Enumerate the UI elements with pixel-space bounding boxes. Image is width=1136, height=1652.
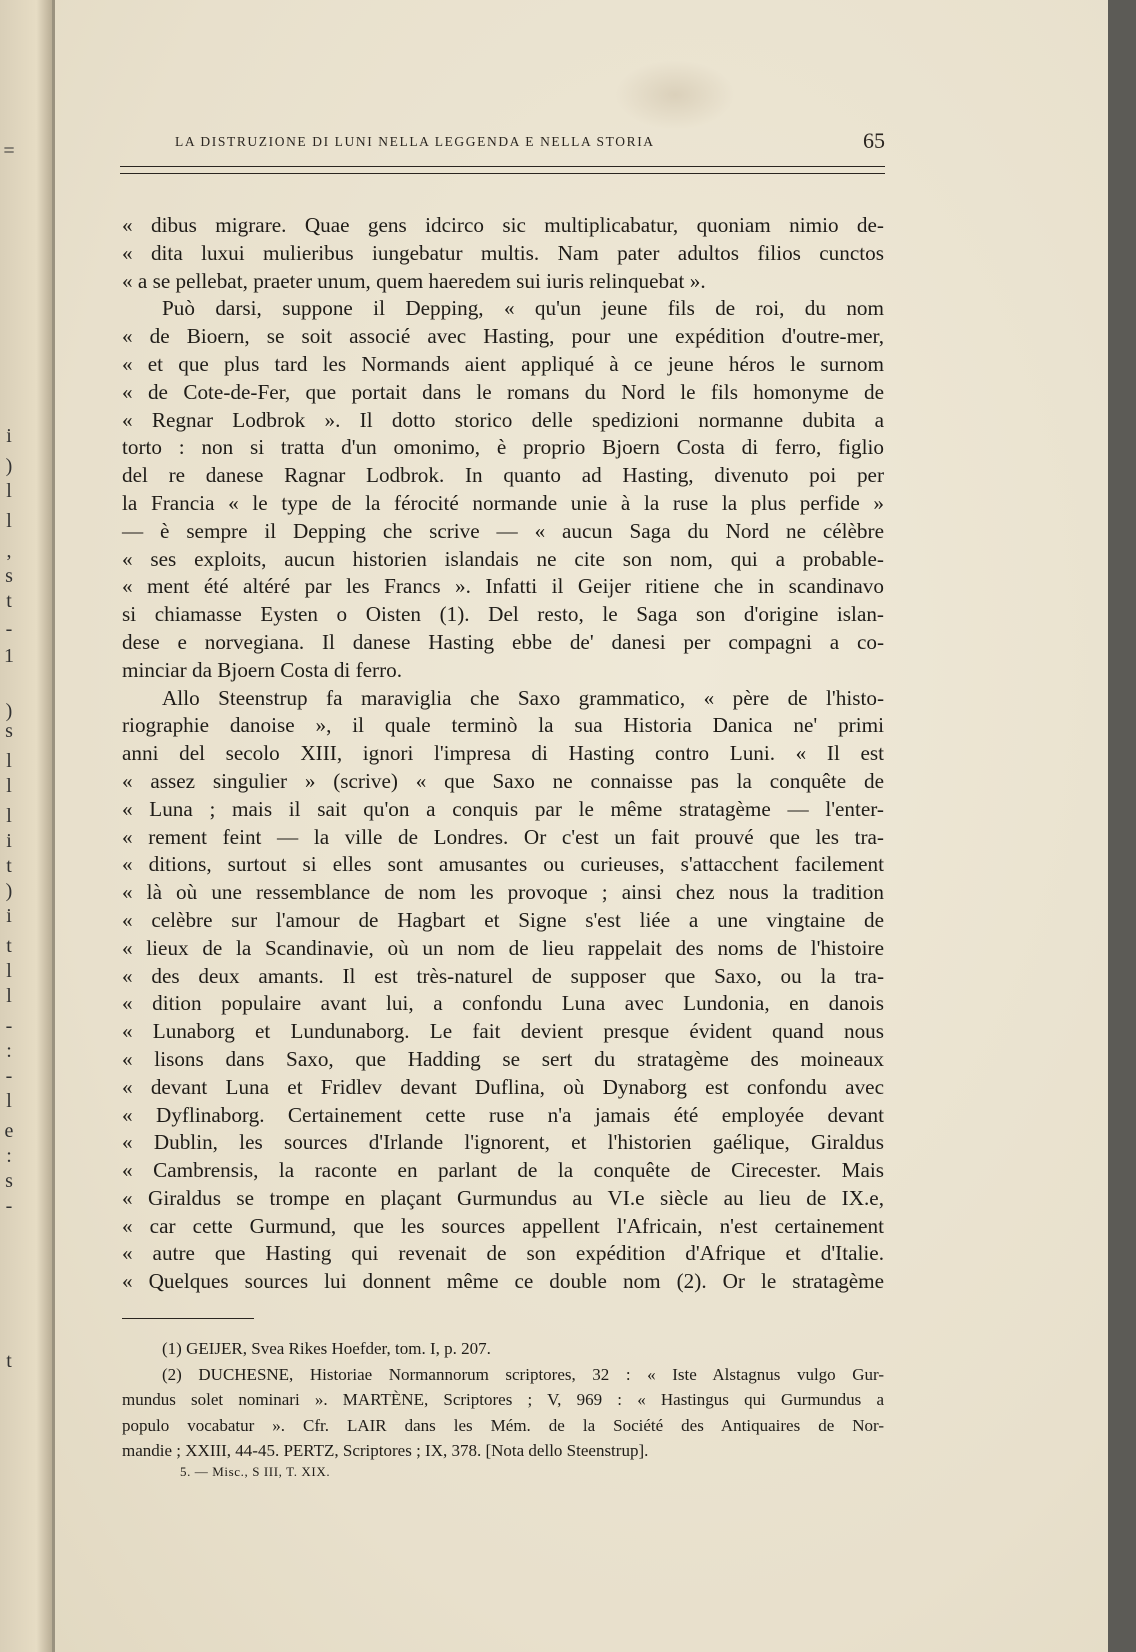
main-text <box>122 212 884 1296</box>
text-line: « et que plus tard les Normands aient appliqué à ce jeune héros le surnom <box>122 351 884 376</box>
text-line: del re danese Ragnar Lodbrok. In quanto ad Hasting, divenuto poi per <box>122 463 884 488</box>
footnote-line: mundus solet nominari ». MARTÈNE, Scriptores ; V, 969 : « Hastingus qui Gurmundus a <box>122 1390 884 1409</box>
footnote-line: (1) GEIJER, Svea Rikes Hoefder, tom. I, p. 207. <box>162 1339 491 1358</box>
text-line: « devant Luna et Fridlev devant Duflina, où Dynaborg est confondu avec <box>122 1074 884 1099</box>
text-line: « Dyflinaborg. Certainement cette ruse n'a jamais été employée devant <box>122 1102 884 1127</box>
footnote-rule <box>122 1318 254 1319</box>
text-line: « ses exploits, aucun historien islandais ne cite son nom, qui a probable- <box>122 546 884 571</box>
text-line: « dita luxui mulieribus iungebatur multis. Nam pater adultos filios cunctos <box>122 240 884 265</box>
text-line: « celèbre sur l'amour de Hagbart et Signe s'est liée a une vingtaine de <box>122 907 884 932</box>
text-line: « ment été altéré par les Francs ». Infatti il Geijer ritiene che in scandinavo <box>122 574 884 599</box>
running-header <box>120 128 885 158</box>
text-line: « Dublin, les sources d'Irlande l'ignorent, et l'historien gaélique, Giraldus <box>122 1130 884 1155</box>
text-line: « des deux amants. Il est très-naturel de supposer que Saxo, ou la tra- <box>122 963 884 988</box>
text-line: anni del secolo XIII, ignori l'impresa di Hasting contro Luni. « Il est <box>122 741 884 766</box>
paper-stain <box>615 60 735 130</box>
page-number: 65 <box>863 128 885 153</box>
footnotes <box>122 1336 884 1464</box>
text-line: « autre que Hasting qui revenait de son expédition d'Afrique et d'Italie. <box>122 1241 884 1266</box>
text-line: « a se pellebat, praeter unum, quem haeredem sui iuris relinquebat ». <box>122 268 706 293</box>
text-line: minciar da Bjoern Costa di ferro. <box>122 657 403 682</box>
text-line: Allo Steenstrup fa maraviglia che Saxo grammatico, « père de l'histo- <box>162 685 884 710</box>
text-line: riographie danoise », il quale terminò la sua Historia Danica ne' primi <box>122 713 884 738</box>
text-line: « rement feint — la ville de Londres. Or c'est un fait prouvé que les tra- <box>122 824 884 849</box>
footnote-line: populo vocabatur ». Cfr. LAIR dans les Mém. de la Société des Antiquaires de Nor- <box>122 1415 884 1435</box>
text-line: — è sempre il Depping che scrive — « aucun Saga du Nord ne célèbre <box>122 518 884 543</box>
text-line: « dition populaire avant lui, a confondu Luna avec Lundonia, en danois <box>122 991 884 1016</box>
text-line: « de Cote-de-Fer, que portait dans le romans du Nord le fils homonyme de <box>122 379 884 404</box>
footnote-line: mandie ; XXIII, 44-45. PERTZ, Scriptores ; IX, 378. [Nota dello Steenstrup]. <box>122 1441 649 1460</box>
text-line: « Quelques sources lui donnent même ce double nom (2). Or le stratagème <box>122 1269 884 1294</box>
text-line: « lieux de la Scandinavie, où un nom de lieu rappelait des noms de l'histoire <box>122 935 884 960</box>
right-book-edge <box>1108 0 1136 1652</box>
header-double-rule <box>120 166 885 174</box>
text-line: « Cambrensis, la raconte en parlant de la conquête de Cirecester. Mais <box>122 1158 884 1183</box>
text-line: « Luna ; mais il sait qu'on a conquis par le même stratagème — l'enter- <box>122 796 884 821</box>
text-line: « Lunaborg et Lundunaborg. Le fait devient presque évident quand nous <box>122 1019 884 1044</box>
text-line: dese e norvegiana. Il danese Hasting ebbe de' danesi per compagni a co- <box>122 629 884 654</box>
text-line: « Giraldus se trompe en plaçant Gurmundus au VI.e siècle au lieu de IX.e, <box>122 1185 884 1210</box>
running-title: LA DISTRUZIONE DI LUNI NELLA LEGGENDA E NELLA STORIA <box>175 134 655 149</box>
text-line: « car cette Gurmund, que les sources appellent l'Africain, n'est certainement <box>122 1213 884 1238</box>
text-line: « assez singulier » (scrive) « que Saxo ne connaisse pas la conquête de <box>122 768 884 793</box>
text-line: « Regnar Lodbrok ». Il dotto storico delle spedizioni normanne dubita a <box>122 407 884 432</box>
text-line: Può darsi, suppone il Depping, « qu'un jeune fils de roi, du nom <box>162 296 884 321</box>
previous-page-edge: = i ) l l , s t - 1 ) s l l l i t ) i t l l - : - l e : s - t <box>0 0 52 1652</box>
text-line: si chiamasse Eysten o Oisten (1). Del resto, le Saga son d'origine islan- <box>122 602 884 627</box>
footnote-line: (2) DUCHESNE, Historiae Normannorum scriptores, 32 : « Iste Alstagnus vulgo Gur- <box>162 1364 884 1384</box>
text-line: « lisons dans Saxo, que Hadding se sert du stratagème des moineaux <box>122 1046 884 1071</box>
text-line: « ditions, surtout si elles sont amusantes ou curieuses, s'attacchent facilement <box>122 852 884 877</box>
text-line: la Francia « le type de la férocité normande unie à la ruse la plus perfide » <box>122 490 884 515</box>
text-line: « de Bioern, se soit associé avec Hasting, pour une expédition d'outre-mer, <box>122 324 884 349</box>
text-line: torto : non si tratta d'un omonimo, è proprio Bjoern Costa di ferro, figlio <box>122 435 884 460</box>
printer-signature: 5. — Misc., S III, T. XIX. <box>180 1464 331 1479</box>
text-line: « là où une ressemblance de nom les provoque ; ainsi chez nous la tradition <box>122 880 884 905</box>
text-line: « dibus migrare. Quae gens idcirco sic multiplicabatur, quoniam nimio de- <box>122 213 884 237</box>
